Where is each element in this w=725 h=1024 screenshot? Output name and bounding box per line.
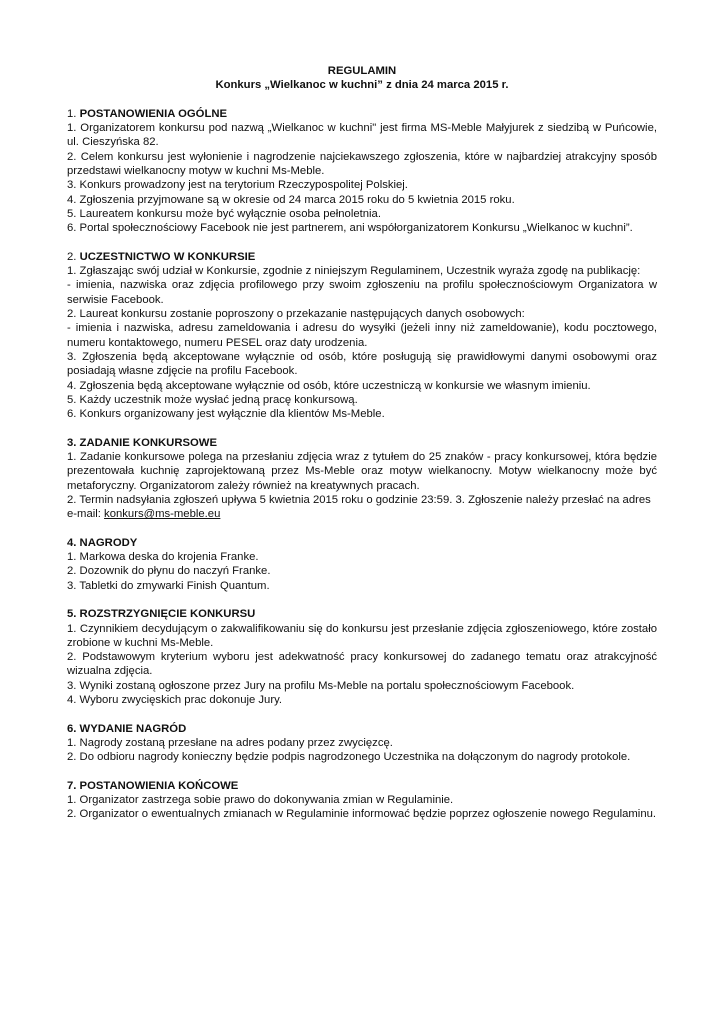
list-item: 1. Organizator zastrzega sobie prawo do dokonywania zmian w Regulaminie.: [67, 794, 454, 807]
list-item: 2. Laureat konkursu zostanie poproszony o przekazanie następujących danych osobowych:: [67, 308, 525, 321]
regulations-document: [67, 64, 657, 822]
section-heading: 6. WYDANIE NAGRÓD: [67, 722, 187, 735]
section-contest-task: [67, 436, 657, 522]
list-item: 4. Zgłoszenia będą akceptowane wyłącznie od osób, które uczestniczą w konkursie we własnym imieniu.: [67, 379, 591, 392]
list-item: 2. Termin nadsyłania zgłoszeń upływa 5 kwietnia 2015 roku o godzinie 23:59. 3. Zgłoszenie należy przesłać na adres e-mail: konkurs@ms-meble.eu: [67, 493, 651, 521]
section-resolution: [67, 607, 657, 707]
section-heading: 1. POSTANOWIENIA OGÓLNE: [67, 107, 228, 120]
document-title: REGULAMIN: [327, 65, 397, 77]
list-item: 1. Zadanie konkursowe polega na przesłaniu zdjęcia wraz z tytułem do 25 znaków - pracy konkursowej, która będzie prezentowała kuchnię zaprojektowaną przez Ms-Meble oraz motyw wielkanocny. Motyw wielkanocny może być metaforyczny. Organizatorom zależy również na kreatywnych pracach.: [67, 451, 657, 492]
list-item: 6. Portal społecznościowy Facebook nie jest partnerem, ani współorganizatorem Konkursu „Wielkanoc w kuchni”.: [67, 222, 633, 235]
list-item: 2. Dozownik do płynu do naczyń Franke.: [67, 565, 271, 578]
list-item: 3. Konkurs prowadzony jest na terytorium Rzeczypospolitej Polskiej.: [67, 179, 408, 192]
list-item: 5. Każdy uczestnik może wysłać jedną pracę konkursową.: [67, 393, 358, 406]
section-final-provisions: [67, 779, 657, 822]
section-heading: 3. ZADANIE KONKURSOWE: [67, 436, 218, 449]
list-item: 4. Zgłoszenia przyjmowane są w okresie od 24 marca 2015 roku do 5 kwietnia 2015 roku.: [67, 193, 515, 206]
document-subtitle: Konkurs „Wielkanoc w kuchni” z dnia 24 marca 2015 r.: [215, 79, 509, 92]
list-item: 3. Tabletki do zmywarki Finish Quantum.: [67, 579, 270, 592]
section-prize-delivery: [67, 722, 657, 765]
list-item: 2. Organizator o ewentualnych zmianach w Regulaminie informować będzie poprzez ogłoszenie nowego Regulaminu.: [67, 808, 657, 821]
section-heading: 5. ROZSTRZYGNIĘCIE KONKURSU: [67, 608, 256, 621]
list-item: - imienia, nazwiska oraz zdjęcia profilowego przy swoim zgłoszeniu na profilu społecznościowym Organizatora w serwisie Facebook.: [67, 279, 657, 306]
section-heading: 2. UCZESTNICTWO W KONKURSIE: [67, 250, 256, 263]
list-item: 4. Wyboru zwycięskich prac dokonuje Jury.: [67, 694, 283, 707]
list-item: 6. Konkurs organizowany jest wyłącznie dla klientów Ms-Meble.: [67, 408, 385, 421]
section-heading: 7. POSTANOWIENIA KOŃCOWE: [67, 779, 239, 792]
list-item: 1. Czynnikiem decydującym o zakwalifikowaniu się do konkursu jest przesłanie zdjęcia zgłoszeniowego, które zostało zrobione w kuchni Ms-Meble.: [67, 622, 657, 649]
list-item: 2. Podstawowym kryterium wyboru jest adekwatność pracy konkursowej do zadanego tematu oraz atrakcyjność wizualna zdjęcia.: [67, 651, 657, 678]
list-item: 1. Zgłaszając swój udział w Konkursie, zgodnie z niniejszym Regulaminem, Uczestnik wyraża zgodę na publikację:: [67, 265, 641, 278]
section-general-provisions: [67, 107, 657, 236]
list-item: 1. Markowa deska do krojenia Franke.: [67, 551, 259, 564]
section-prizes: [67, 536, 657, 593]
email-link[interactable]: konkurs@ms-meble.eu: [104, 508, 221, 521]
list-item: - imienia i nazwiska, adresu zameldowania i adresu do wysyłki (jeżeli inny niż zameldowanie), kodu pocztowego, numeru kontaktowego, numeru PESEL oraz daty urodzenia.: [67, 322, 657, 349]
list-item: 3. Wyniki zostaną ogłoszone przez Jury na profilu Ms-Meble na portalu społecznościowym Facebook.: [67, 679, 575, 692]
list-item: 1. Nagrody zostaną przesłane na adres podany przez zwycięzcę.: [67, 736, 393, 749]
list-item: 2. Celem konkursu jest wyłonienie i nagrodzenie najciekawszego zgłoszenia, które w najbardziej atrakcyjny sposób przedstawi wielkanocny motyw w kuchni Ms-Meble.: [67, 150, 657, 178]
section-heading: 4. NAGRODY: [67, 536, 138, 549]
list-item: 2. Do odbioru nagrody konieczny będzie podpis nagrodzonego Uczestnika na dołączonym do nagrody protokole.: [67, 751, 631, 764]
list-item: 1. Organizatorem konkursu pod nazwą „Wielkanoc w kuchni" jest firma MS-Meble Małyjurek z siedzibą w Puńcowie, ul. Cieszyńska 82.: [67, 122, 657, 149]
list-item: 3. Zgłoszenia będą akceptowane wyłącznie od osób, które posługują się prawidłowymi danymi osobowymi oraz posiadają własne zdjęcie na profilu Facebook.: [67, 350, 657, 378]
section-participation: [67, 250, 657, 422]
list-item: 5. Laureatem konkursu może być wyłącznie osoba pełnoletnia.: [67, 207, 381, 220]
